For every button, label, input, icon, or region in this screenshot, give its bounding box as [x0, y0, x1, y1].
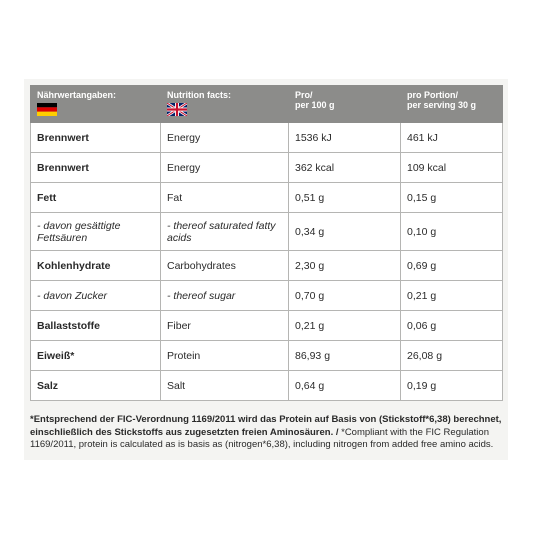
row-label-en: Fat: [161, 183, 289, 213]
header-per-100g: [289, 86, 401, 123]
row-value-per100g: 0,21 g: [289, 311, 401, 341]
row-value-per100g: 0,64 g: [289, 371, 401, 401]
header-english: [161, 86, 289, 123]
table-row-salt: [31, 371, 503, 401]
row-value-per100g: 0,51 g: [289, 183, 401, 213]
row-value-per100g: 1536 kJ: [289, 123, 401, 153]
row-value-portion: 109 kcal: [401, 153, 503, 183]
nutrition-table: [30, 85, 503, 401]
row-label-de: - davon Zucker: [31, 281, 161, 311]
footnote-english: *Compliant with the FIC Regulation 1169/2011, protein is calculated as is basis as (nitrogen*6,38), including nitrogen from added free amino acids.: [30, 426, 494, 450]
row-value-portion: 26,08 g: [401, 341, 503, 371]
table-header-row: [31, 86, 503, 123]
row-value-per100g: 2,30 g: [289, 251, 401, 281]
table-row-energy-kcal: [31, 153, 503, 183]
germany-flag-icon: [37, 103, 57, 116]
row-label-en: Carbohydrates: [161, 251, 289, 281]
header-german: [31, 86, 161, 123]
row-label-en: Protein: [161, 341, 289, 371]
row-label-de: Kohlenhydrate: [31, 251, 161, 281]
header-german-label: Nährwertangaben:: [37, 90, 117, 100]
row-value-per100g: 0,70 g: [289, 281, 401, 311]
row-label-en: Salt: [161, 371, 289, 401]
row-value-per100g: 362 kcal: [289, 153, 401, 183]
table-row-fiber: [31, 311, 503, 341]
header-per-portion: [401, 86, 503, 123]
row-label-en: - thereof saturated fatty acids: [161, 213, 289, 251]
header-per-portion-line1: pro Portion/: [407, 90, 458, 100]
row-label-de: Ballaststoffe: [31, 311, 161, 341]
row-label-de: Brennwert: [31, 123, 161, 153]
row-value-portion: 0,15 g: [401, 183, 503, 213]
header-per-100g-line1: Pro/: [295, 90, 313, 100]
footnote-german: *Entsprechend der FIC-Verordnung 1169/2011 wird das Protein auf Basis von (Stickstoff*6,38) berechnet, einschließlich des Stickstoffs aus zugesetzten freien Aminosäuren. /: [30, 414, 502, 438]
footnote: [30, 414, 508, 452]
row-value-portion: 0,21 g: [401, 281, 503, 311]
row-value-portion: 461 kJ: [401, 123, 503, 153]
row-label-en: Energy: [161, 153, 289, 183]
row-value-per100g: 0,34 g: [289, 213, 401, 251]
table-row-carbohydrates: [31, 251, 503, 281]
header-per-100g-line2: per 100 g: [295, 100, 335, 110]
row-label-en: Energy: [161, 123, 289, 153]
header-english-label: Nutrition facts:: [167, 90, 231, 100]
row-label-en: Fiber: [161, 311, 289, 341]
row-label-de: Fett: [31, 183, 161, 213]
row-value-portion: 0,06 g: [401, 311, 503, 341]
row-label-de: Eiweiß*: [31, 341, 161, 371]
row-label-en: - thereof sugar: [161, 281, 289, 311]
row-value-portion: 0,69 g: [401, 251, 503, 281]
table-row-sugar: [31, 281, 503, 311]
row-value-portion: 0,19 g: [401, 371, 503, 401]
row-value-portion: 0,10 g: [401, 213, 503, 251]
row-value-per100g: 86,93 g: [289, 341, 401, 371]
table-row-fat: [31, 183, 503, 213]
header-per-portion-line2: per serving 30 g: [407, 100, 477, 110]
row-label-de: Brennwert: [31, 153, 161, 183]
table-row-energy-kj: [31, 123, 503, 153]
row-label-de: Salz: [31, 371, 161, 401]
table-row-saturated-fat: [31, 213, 503, 251]
table-row-protein: [31, 341, 503, 371]
uk-flag-icon: [167, 103, 187, 116]
row-label-de: - davon gesättigte Fettsäuren: [31, 213, 161, 251]
